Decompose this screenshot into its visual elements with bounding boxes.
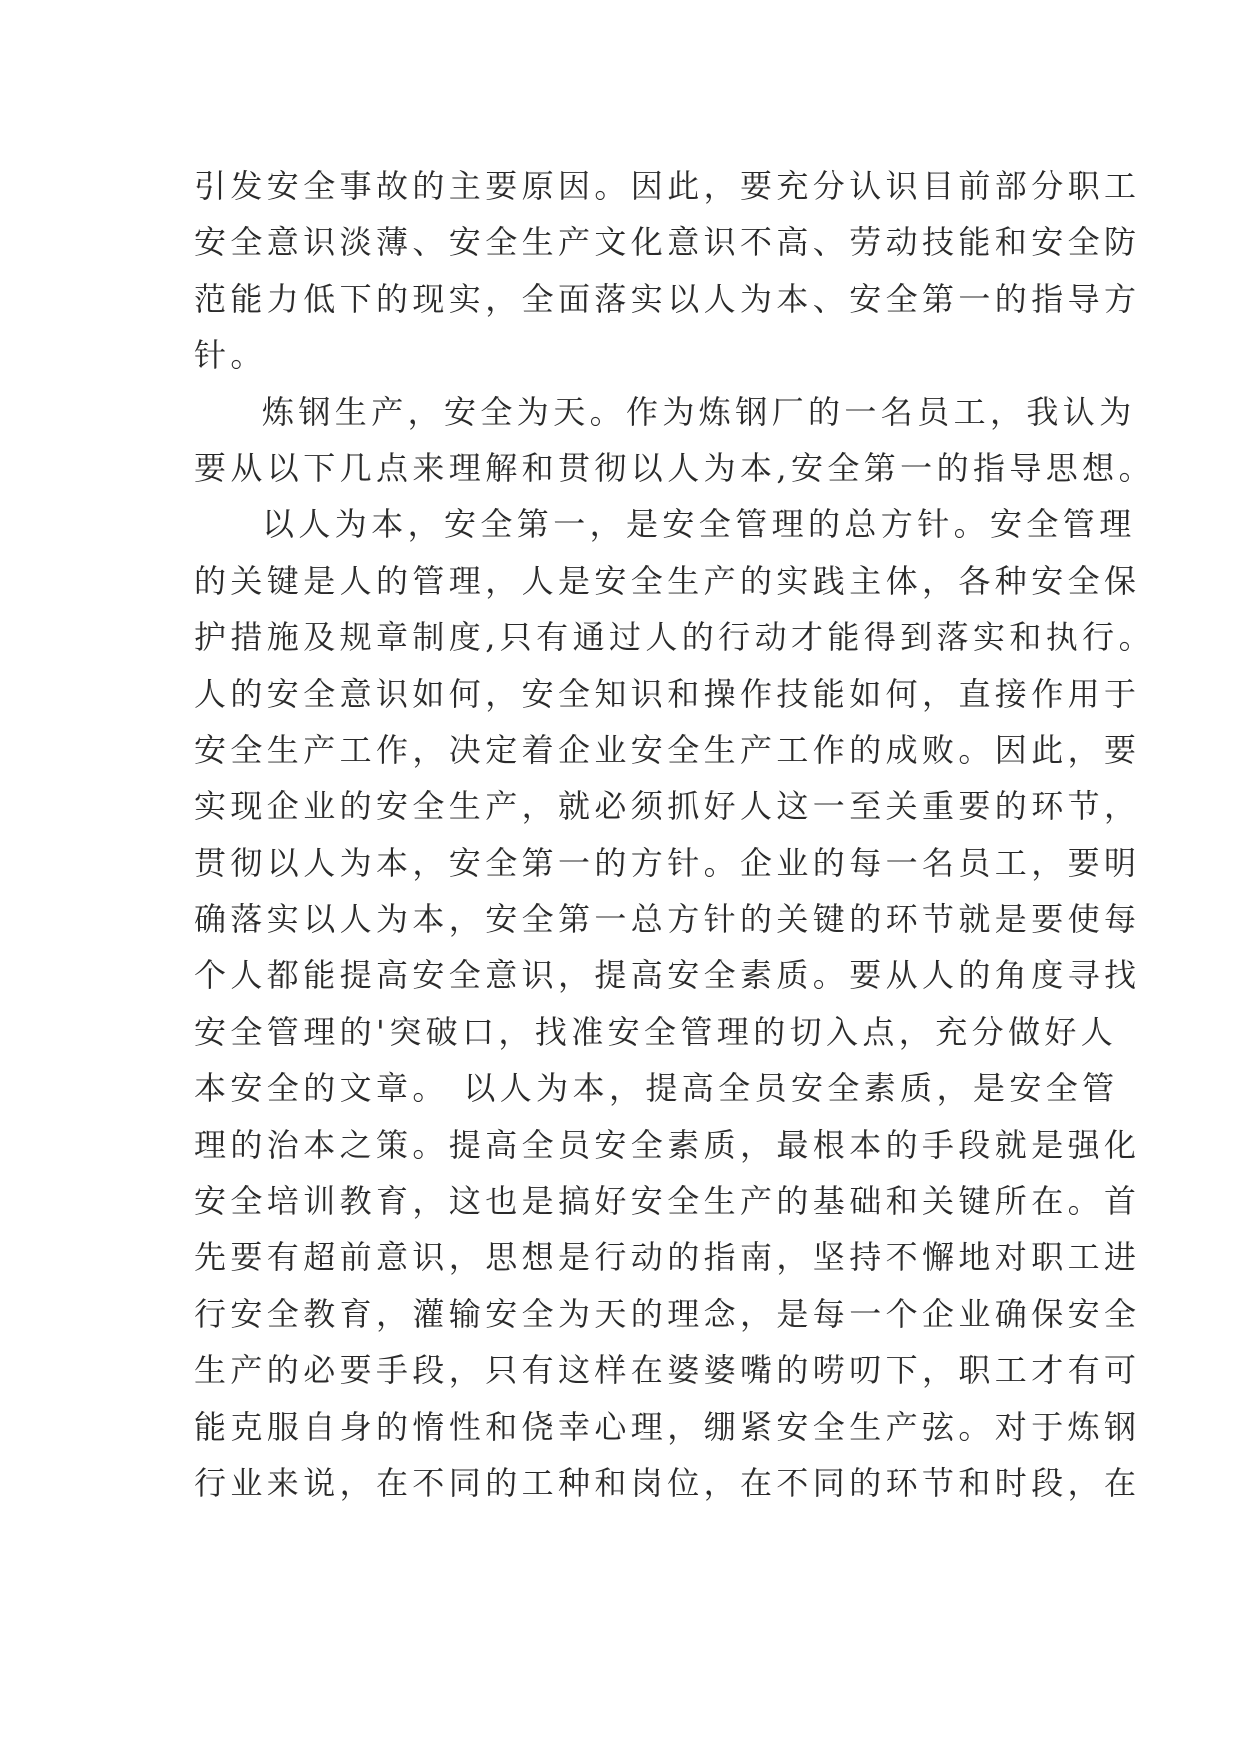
- text-line: 安全培训教育，这也是搞好安全生产的基础和关键所在。首: [194, 1182, 1141, 1221]
- text-line: 能克服自身的惰性和侥幸心理，绷紧安全生产弦。对于炼钢: [194, 1407, 1141, 1446]
- text-line: 贯彻以人为本，安全第一的方针。企业的每一名员工，要明: [194, 843, 1141, 882]
- text-line: 安全管理的'突破口，找准安全管理的切入点，充分做好人: [194, 1012, 1118, 1051]
- text-line: 理的治本之策。提高全员安全素质，最根本的手段就是强化: [194, 1125, 1141, 1164]
- text-line: 确落实以人为本，安全第一总方针的关键的环节就是要使每: [194, 900, 1141, 939]
- text-line: 以人为本，安全第一，是安全管理的总方针。安全管理: [262, 505, 1136, 544]
- text-line: 要从以下几点来理解和贯彻以人为本,安全第一的指导思想。: [194, 448, 1155, 487]
- text-line: 引发安全事故的主要原因。因此，要充分认识目前部分职工: [194, 167, 1141, 205]
- text-line: 人的安全意识如何，安全知识和操作技能如何，直接作用于: [194, 674, 1141, 713]
- text-line: 安全意识淡薄、安全生产文化意识不高、劳动技能和安全防: [194, 223, 1141, 262]
- text-line: 先要有超前意识，思想是行动的指南，坚持不懈地对职工进: [194, 1238, 1141, 1277]
- text-line: 护措施及规章制度,只有通过人的行动才能得到落实和执行。: [194, 618, 1155, 657]
- text-line: 行安全教育，灌输安全为天的理念，是每一个企业确保安全: [194, 1294, 1141, 1333]
- text-line: 针。: [194, 336, 267, 375]
- text-line: 炼钢生产，安全为天。作为炼钢厂的一名员工，我认为: [262, 392, 1136, 431]
- text-line: 个人都能提高安全意识，提高安全素质。要从人的角度寻找: [194, 956, 1141, 995]
- text-line: 本安全的文章。 以人为本，提高全员安全素质，是安全管: [194, 1069, 1119, 1108]
- text-line: 安全生产工作，决定着企业安全生产工作的成败。因此，要: [194, 730, 1141, 769]
- body-text: [194, 158, 1155, 1511]
- text-line: 的关键是人的管理，人是安全生产的实践主体，各种安全保: [194, 561, 1141, 600]
- text-line: 生产的必要手段，只有这样在婆婆嘴的唠叨下，职工才有可: [194, 1351, 1141, 1390]
- text-line: 实现企业的安全生产，就必须抓好人这一至关重要的环节，: [194, 787, 1141, 826]
- text-line: 行业来说，在不同的工种和岗位，在不同的环节和时段，在: [194, 1463, 1141, 1502]
- text-line: 范能力低下的现实，全面落实以人为本、安全第一的指导方: [194, 279, 1141, 318]
